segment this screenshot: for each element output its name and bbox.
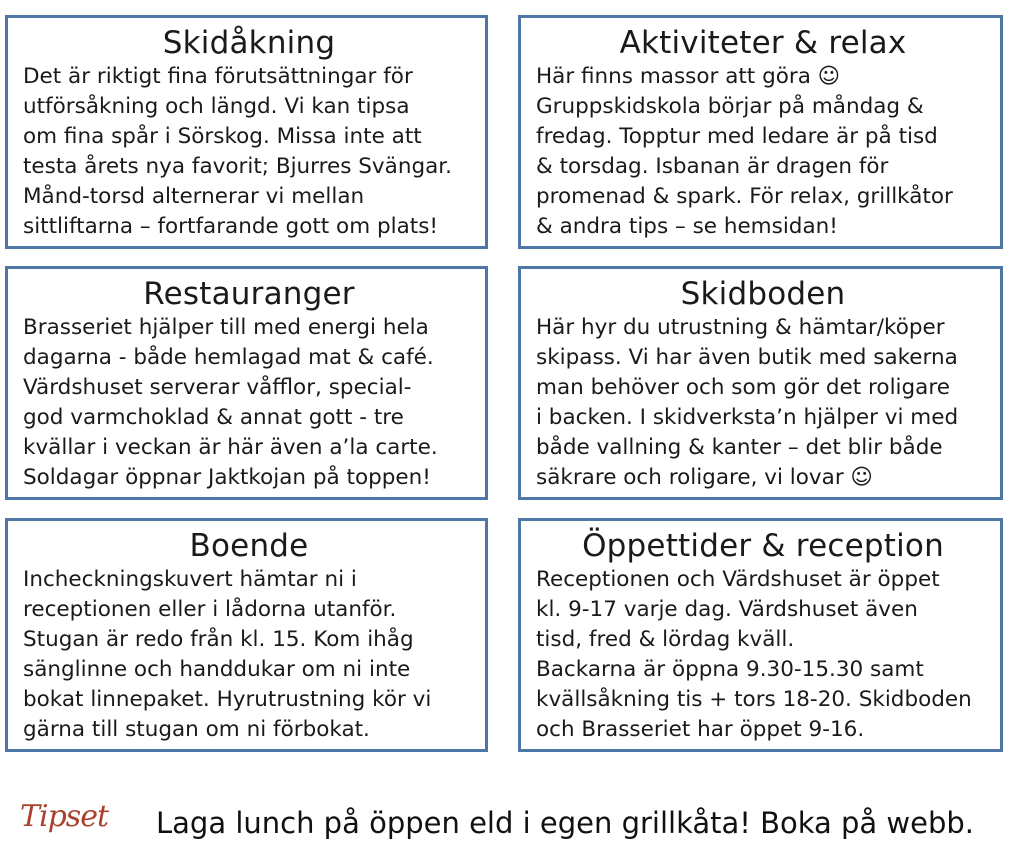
card-line: sänglinne och handdukar om ni inte bbox=[23, 657, 411, 682]
card-line: promenad & spark. För relax, grillkåtor bbox=[536, 184, 953, 209]
card-boende bbox=[5, 518, 488, 752]
card-line: bokat linnepaket. Hyrutrustning kör vi bbox=[23, 687, 432, 712]
card-line: Soldagar öppnar Jaktkojan på toppen! bbox=[23, 465, 431, 490]
card-line: både vallning & kanter – det blir både bbox=[536, 435, 943, 460]
card-body bbox=[536, 313, 990, 493]
card-line: gärna till stugan om ni förbokat. bbox=[23, 717, 370, 742]
card-line: sittliftarna – fortfarande gott om plats! bbox=[23, 214, 439, 239]
card-body bbox=[536, 565, 990, 745]
card-title: Öppettider & reception bbox=[582, 528, 944, 564]
card-line: fredag. Topptur med ledare är på tisd bbox=[536, 124, 938, 149]
card-title: Boende bbox=[189, 528, 309, 564]
card-line: utförsåkning och längd. Vi kan tipsa bbox=[23, 94, 410, 119]
card-title: Skidåkning bbox=[162, 25, 336, 61]
card-line: receptionen eller i lådorna utanför. bbox=[23, 597, 397, 622]
tip-brand-logo: Tipset bbox=[20, 799, 109, 834]
card-line: Receptionen och Värdshuset är öppet bbox=[536, 567, 940, 592]
card-line: i backen. I skidverksta’n hjälper vi med bbox=[536, 405, 959, 430]
card-line: kvällsåkning tis + tors 18-20. Skidboden bbox=[536, 687, 972, 712]
card-line: tisd, fred & lördag kväll. bbox=[536, 627, 795, 652]
card-line: Här finns massor att göra ☺ bbox=[536, 64, 841, 89]
card-title: Aktiviteter & relax bbox=[619, 25, 907, 61]
card-line: Här hyr du utrustning & hämtar/köper bbox=[536, 315, 945, 340]
card-skidboden bbox=[518, 266, 1003, 500]
card-line: kvällar i veckan är här även a’la carte. bbox=[23, 435, 438, 460]
card-line: Incheckningskuvert hämtar ni i bbox=[23, 567, 357, 592]
card-line: Månd-torsd alternerar vi mellan bbox=[23, 184, 365, 209]
card-line: säkrare och roligare, vi lovar ☺ bbox=[536, 465, 873, 490]
card-line: & andra tips – se hemsidan! bbox=[536, 214, 838, 239]
card-title: Restauranger bbox=[143, 276, 355, 312]
card-line: man behöver och som gör det roligare bbox=[536, 375, 950, 400]
card-body bbox=[23, 565, 475, 745]
card-body bbox=[23, 313, 475, 493]
card-line: Gruppskidskola börjar på måndag & bbox=[536, 94, 924, 119]
card-body bbox=[23, 62, 475, 242]
card-line: Brasseriet hjälper till med energi hela bbox=[23, 315, 429, 340]
card-line: skipass. Vi har även butik med sakerna bbox=[536, 345, 958, 370]
card-line: kl. 9-17 varje dag. Värdshuset även bbox=[536, 597, 918, 622]
card-line: om fina spår i Sörskog. Missa inte att bbox=[23, 124, 422, 149]
card-aktiviteter bbox=[518, 15, 1003, 249]
tip-text: Laga lunch på öppen eld i egen grillkåta! Boka på webb. bbox=[156, 806, 975, 840]
card-body bbox=[536, 62, 990, 242]
card-oppettider bbox=[518, 518, 1003, 752]
card-title: Skidboden bbox=[680, 276, 846, 312]
card-restauranger bbox=[5, 266, 488, 500]
card-line: god varmchoklad & annat gott - tre bbox=[23, 405, 404, 430]
tip-banner bbox=[20, 795, 1000, 851]
card-line: Backarna är öppna 9.30-15.30 samt bbox=[536, 657, 924, 682]
card-line: Värdshuset serverar våfflor, special- bbox=[23, 375, 412, 400]
card-skidakning bbox=[5, 15, 488, 249]
card-line: & torsdag. Isbanan är dragen för bbox=[536, 154, 889, 179]
card-line: Stugan är redo från kl. 15. Kom ihåg bbox=[23, 627, 414, 652]
card-line: dagarna - både hemlagad mat & café. bbox=[23, 345, 434, 370]
card-line: och Brasseriet har öppet 9-16. bbox=[536, 717, 865, 742]
card-line: testa årets nya favorit; Bjurres Svängar. bbox=[23, 154, 452, 179]
card-line: Det är riktigt fina förutsättningar för bbox=[23, 64, 413, 89]
